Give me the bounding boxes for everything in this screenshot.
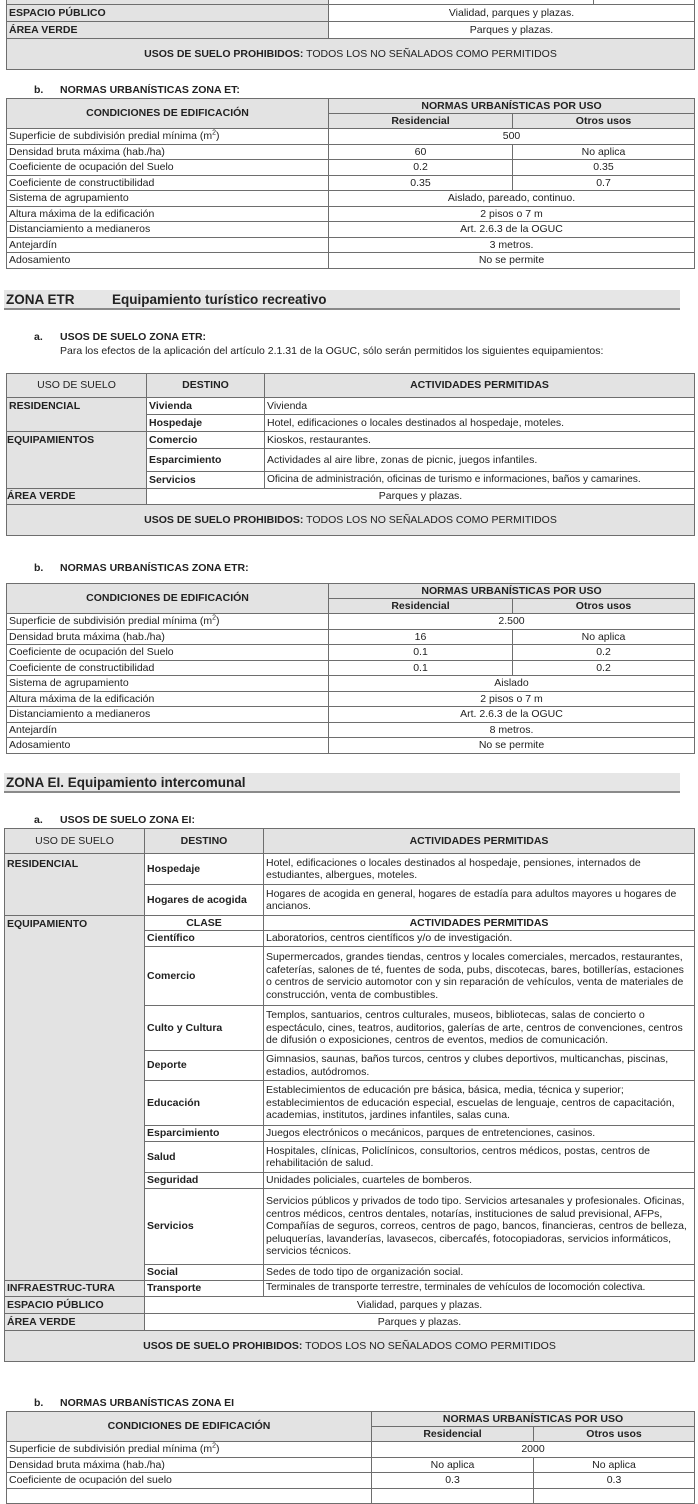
table-row: Social Sedes de todo tipo de organización social. xyxy=(5,1265,695,1281)
col-header-actividades: ACTIVIDADES PERMITIDAS xyxy=(265,374,695,398)
et-usos-table-tail xyxy=(6,0,695,70)
uso-cell: ÁREA VERDE xyxy=(7,22,329,39)
section-heading-ei-normas: b. NORMAS URBANÍSTICAS ZONA EI xyxy=(34,1397,235,1409)
table-row: Distanciamiento a medianeros Art. 2.6.3 de la OGUC xyxy=(7,222,695,238)
section-heading-et-normas: b. NORMAS URBANÍSTICAS ZONA ET: xyxy=(34,84,240,96)
table-row: Superficie de subdivisión predial mínima $(m^2)$ 2.500 xyxy=(7,614,695,630)
table-row: Altura máxima de la edificación 2 pisos o 7 m xyxy=(7,691,695,707)
col-header-destino: DESTINO xyxy=(147,374,265,398)
actividad-cell: Vialidad, parques y plazas. xyxy=(329,5,695,22)
table-row: Antejardín 8 metros. xyxy=(7,722,695,738)
table-row: EQUIPAMIENTOS Comercio Kioskos, restaurantes. xyxy=(7,432,695,449)
table-row: RESIDENCIAL Hospedaje Hotel, edificaciones o locales destinados al hospedaje, pensiones, internados de estudiantes, albergues, moteles. xyxy=(5,854,695,885)
table-row: ÁREA VERDE Parques y plazas. xyxy=(7,489,695,505)
table-row: Adosamiento No se permite xyxy=(7,738,695,754)
table-row: Adosamiento No se permite xyxy=(7,253,695,269)
table-row: Densidad bruta máxima (hab./ha) 16 No aplica xyxy=(7,629,695,645)
table-row: Coeficiente de ocupación del suelo 0.3 0.3 xyxy=(7,1473,695,1489)
table-row: Esparcimiento Actividades al aire libre, zonas de picnic, juegos infantiles. xyxy=(7,449,695,472)
table-row: Seguridad Unidades policiales, cuarteles de bomberos. xyxy=(5,1173,695,1189)
prohibidos-row xyxy=(7,39,695,70)
table-row: Educación Establecimientos de educación pre básica, básica, media, técnica y superior; establecimientos de educación especial, escuelas de lenguaje, centros de capacitación, academias, institutos, jardines infantiles, salas cuna. xyxy=(5,1081,695,1126)
prohibidos-row: USOS DE SUELO PROHIBIDOS: TODOS LOS NO SEÑALADOS COMO PERMITIDOS xyxy=(5,1331,695,1362)
col-header-normas: NORMAS URBANÍSTICAS POR USO xyxy=(329,99,695,114)
table-row: Superficie de subdivisión predial mínima $(m^2)$ 500 xyxy=(7,129,695,145)
table-row: Comercio Supermercados, grandes tiendas, centros y locales comerciales, mercados, restaurantes, cafeterías, salones de té, fuentes de soda, pubs, discotecas, bares, botillerías, estaciones o centros de servicio automotor con y sin reparación de vehículos, venta de materiales de construcción, venta de combustibles. xyxy=(5,947,695,1006)
section-heading-etr-usos: a. USOS DE SUELO ZONA ETR: xyxy=(34,331,207,343)
uso-cell: ESPACIO PÚBLICO xyxy=(7,5,329,22)
table-row: Altura máxima de la edificación 2 pisos o 7 m xyxy=(7,206,695,222)
table-row: Antejardín 3 metros. xyxy=(7,237,695,253)
col-header-condiciones: CONDICIONES DE EDIFICACIÓN xyxy=(7,99,329,129)
table-row: Servicios Servicios públicos y privados de todo tipo. Servicios artesanales y profesionales. Oficinas, centros médicos, centros dentales, notarías, instituciones de salud previsional, AFPs, Compañías de seguros, correos, centros de pago, bancos, financieras, centros de belleza, peluquerías, lavanderías, lavasecos, cibercafés, fotocopiadoras, servicios informáticos, servicios técnicos. xyxy=(5,1189,695,1265)
table-row: Sistema de agrupamiento Aislado xyxy=(7,676,695,692)
uso-cell: ÁREA VERDE xyxy=(7,489,147,505)
actividad-cell: Parques y plazas. xyxy=(329,22,695,39)
table-row: ESPACIO PÚBLICO Vialidad, parques y plazas. xyxy=(5,1297,695,1314)
table-row: Culto y Cultura Templos, santuarios, centros culturales, museos, bibliotecas, salas de concierto o espectáculo, cines, teatros, auditorios, galerías de arte, centros de convenciones, centros de difusión o exposiciones, centros de eventos, medios de comunicación. xyxy=(5,1006,695,1051)
table-row: EQUIPAMIENTO CLASE ACTIVIDADES PERMITIDAS xyxy=(5,916,695,931)
table-row: INFRAESTRUC-TURA Transporte Terminales de transporte terrestre, terminales de vehículos de locomoción colectiva. xyxy=(5,1281,695,1297)
table-row: ÁREA VERDE Parques y plazas. xyxy=(5,1314,695,1331)
table-row: Servicios Oficina de administración, oficinas de turismo e informaciones, baños y camarines. xyxy=(7,472,695,489)
table-row: Densidad bruta máxima (hab./ha) No aplica No aplica xyxy=(7,1457,695,1473)
table-row: Hospedaje Hotel, edificaciones o locales destinados al hospedaje, moteles. xyxy=(7,415,695,432)
table-row: Superficie de subdivisión predial mínima $(m^2)$ 2000 xyxy=(7,1442,695,1458)
table-row: Salud Hospitales, clínicas, Policlínicos, consultorios, centros médicos, postas, centros de rehabilitación de salud. xyxy=(5,1142,695,1173)
table-row: Densidad bruta máxima (hab./ha) 60 No aplica xyxy=(7,144,695,160)
table-row: Coeficiente de constructibilidad 0.1 0.2 xyxy=(7,660,695,676)
table-row: Coeficiente de ocupación del Suelo 0.2 0.35 xyxy=(7,160,695,176)
section-heading-etr-normas: b. NORMAS URBANÍSTICAS ZONA ETR: xyxy=(34,562,249,574)
uso-cell: RESIDENCIAL xyxy=(7,398,147,432)
table-row: Sistema de agrupamiento Aislado, pareado, continuo. xyxy=(7,191,695,207)
section-heading-ei-usos: a. USOS DE SUELO ZONA EI: xyxy=(34,814,195,826)
col-header-residencial: Residencial xyxy=(329,114,513,129)
prohibidos-label: USOS DE SUELO PROHIBIDOS: xyxy=(144,47,304,60)
table-row: Científico Laboratorios, centros científicos y/o de investigación. xyxy=(5,931,695,947)
ei-usos-table: USO DE SUELO DESTINO ACTIVIDADES PERMITIDAS RESIDENCIAL Hospedaje Hotel, edificaciones o locales destinados al hospedaje, pensiones, internados de estudiantes, albergues, moteles. Hogares de acogida Hogares de acogida en general, hogares de estadía para adultos mayores u hogares de ancianos. EQUIPAMIENTO CLASE ACTIVIDADES PERMITIDAS Científico Laboratorios, centros científicos y/o de investigación. Comercio Supermercados, grandes tiendas, centros y locales comerciales, mercados, restaurantes, cafeterías, salones de té, fuentes de soda, pubs, discotecas, bares, botillerías, estaciones o centros de servicio automotor con y sin reparación de vehículos, venta de materiales de construcción, venta de combustibles. Culto y Cultura Templos, santuarios, centros culturales, museos, bibliotecas, salas de concierto o espectáculo, cines, teatros, auditorios, galerías de arte, centros de convenciones, centros de difusión o exposiciones, centros de eventos, medios de comunicación. Deporte Gimnasios, saunas, baños turcos, centros y clubes deportivos, multicanchas, piscinas, estadios, autódromos. Educación Establecimientos de educación pre básica, básica, media, técnica y superior; establecimientos de educación especial, escuelas de lenguaje, centros de capacitación, academias, institutos, jardines infantiles, salas cuna. Esparcimiento Juegos electrónicos o mecánicos, parques de entretenciones, casinos. Salud Hospitales, clínicas, Policlínicos, consultorios, centros médicos, postas, centros de rehabilitación de salud. Seguridad Unidades policiales, cuarteles de bomberos. Servicios Servicios públicos y privados de todo tipo. Servicios artesanales y profesionales. Oficinas, centros médicos, centros dentales, notarías, instituciones de salud previsional, AFPs, Compañías de seguros, correos, centros de pago, bancos, financieras, centros de belleza, peluquerías, lavanderías, lavasecos, cibercafés, fotocopiadoras, servicios informáticos, servicios técnicos. Social Sedes de todo tipo de organización social. INFRAESTRUC-TURA Transporte Terminales de transporte terrestre, terminales de vehículos de locomoción colectiva. ESPACIO PÚBLICO Vialidad, parques y plazas. ÁREA VERDE Parques y plazas. USOS DE SUELO PROHIBIDOS: TODOS LOS NO SEÑALADOS COMO PERMITIDOS xyxy=(4,828,695,1362)
ei-normas-table: CONDICIONES DE EDIFICACIÓN NORMAS URBANÍSTICAS POR USO Residencial Otros usos Superficie de subdivisión predial mínima $(m^2)$ 2000 Densidad bruta máxima (hab./ha) No aplica No aplica Coeficiente de ocupación del suelo 0.3 0.3 xyxy=(6,1411,695,1504)
table-row: Deporte Gimnasios, saunas, baños turcos, centros y clubes deportivos, multicanchas, piscinas, estadios, autódromos. xyxy=(5,1051,695,1081)
zone-title-ei: ZONA EI. Equipamiento intercomunal xyxy=(4,773,680,793)
table-row xyxy=(7,22,695,39)
zone-title-etr: ZONA ETR Equipamiento turístico recreativo xyxy=(4,290,680,310)
table-row: Coeficiente de ocupación del Suelo 0.1 0.2 xyxy=(7,645,695,661)
col-header-uso: USO DE SUELO xyxy=(7,374,147,398)
table-row xyxy=(7,5,695,22)
table-row: Coeficiente de constructibilidad 0.35 0.7 xyxy=(7,175,695,191)
table-row xyxy=(7,1488,695,1504)
prohibidos-text: TODOS LOS NO SEÑALADOS COMO PERMITIDOS xyxy=(303,47,557,60)
et-normas-table xyxy=(6,98,695,269)
col-header-otros: Otros usos xyxy=(513,114,695,129)
table-row: Esparcimiento Juegos electrónicos o mecánicos, parques de entretenciones, casinos. xyxy=(5,1126,695,1142)
table-row: Hogares de acogida Hogares de acogida en general, hogares de estadía para adultos mayores u hogares de ancianos. xyxy=(5,885,695,916)
table-row: RESIDENCIAL Vivienda Vivienda xyxy=(7,398,695,415)
table-row: Distanciamiento a medianeros Art. 2.6.3 de la OGUC xyxy=(7,707,695,723)
uso-cell: EQUIPAMIENTOS xyxy=(7,432,147,489)
etr-usos-note: Para los efectos de la aplicación del artículo 2.1.31 de la OGUC, sólo serán permitidos los siguientes equipamientos: xyxy=(60,345,604,357)
etr-usos-table xyxy=(6,373,695,536)
etr-normas-table: CONDICIONES DE EDIFICACIÓN NORMAS URBANÍSTICAS POR USO Residencial Otros usos Superficie de subdivisión predial mínima $(m^2)$ 2.500 Densidad bruta máxima (hab./ha) 16 No aplica Coeficiente de ocupación del Suelo 0.1 0.2 Coeficiente de constructibilidad 0.1 0.2 Sistema de agrupamiento Aislado Altura máxima de la edificación 2 pisos o 7 m Distanciamiento a medianeros Art. 2.6.3 de la OGUC Antejardín 8 metros. Adosamiento No se permite xyxy=(6,583,695,754)
prohibidos-row: USOS DE SUELO PROHIBIDOS: TODOS LOS NO SEÑALADOS COMO PERMITIDOS xyxy=(7,505,695,536)
